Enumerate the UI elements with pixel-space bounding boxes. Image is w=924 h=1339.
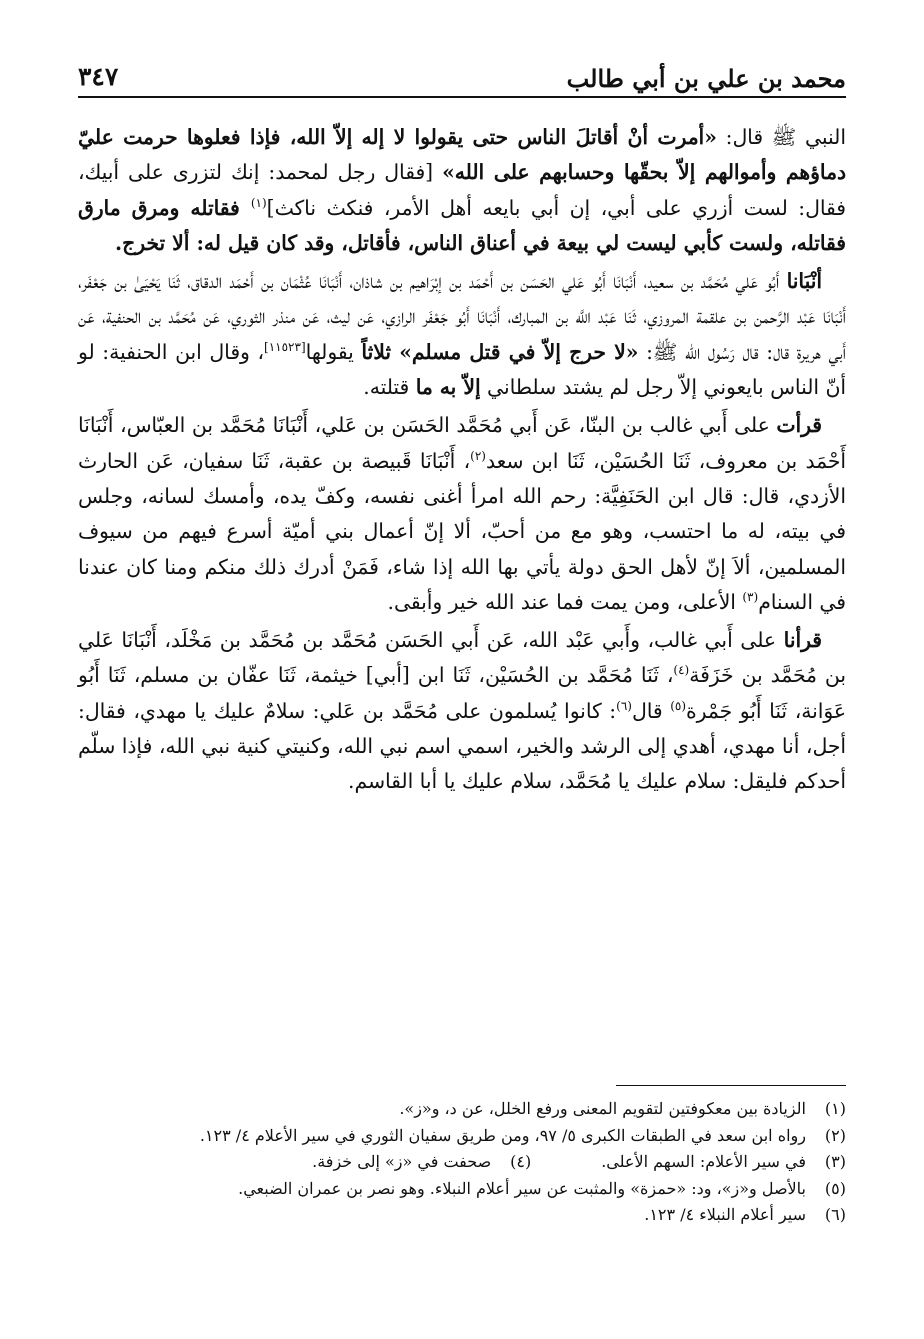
footnote-text: الزيادة بين معكوفتين لتقويم المعنى ورفع الخلل، عن د، و«ز». <box>399 1099 806 1118</box>
text-run: [فقال رجل لمحمد: إنك لتزرى على أبيك، فقال: لست أزري على أبي، إن أبي بايعه أهل الأمر، فنكث ناكث] <box>78 160 846 220</box>
text-run: ، أَنْبَانَا قَبيصة بن عقبة، ثَنَا سفيان، عَن الحارث الأزدي، قال: قال ابن الحَنَفِيَّة: رحم الله امرأ أغنى نفسه، وكفّ يده، وأمسك لسانه، وجلس في بيته، له ما احتسب، وهو مع من أحبّ، ألا إنّ أعمال بني أميّة أسرع فيهم من سيوف المسلمين، ألاَ إنّ لأهل الحق دولة يأتي بها الله إذا شاء، فَمَنْ أدرك ذلك منكم ومنا كان عندنا في السنام <box>78 448 846 614</box>
footnote-marker[interactable]: (٣) <box>742 590 759 605</box>
running-title: محمد بن علي بن أبي طالب <box>566 64 846 93</box>
footnote-text: رواه ابن سعد في الطبقات الكبرى ٥/ ٩٧، ومن طريق سفيان الثوري في سير الأعلام ٤/ ١٢٣. <box>199 1125 806 1145</box>
text-run: : كانوا يُسلمون على مُحَمَّد بن عَلي: سلامٌ عليك يا مهدي، فقال: أجل، أنا مهدي، أهدي إلى الرشد والخير، اسمي اسم نبي الله، وكنيتي كنية نبي الله، فإذا سلّم أحدكم فليقل: سلام عليك يا مُحَمَّد، سلام عليك يا أبا القاسم. <box>78 698 846 794</box>
footnote-6 <box>78 1202 846 1229</box>
footnote-marker[interactable]: (٦) <box>616 698 632 713</box>
transmission-keyword: أنْبَانا <box>786 269 822 294</box>
text-run: أَبُو عَلي مُحَمَّد بن سعيد، أَنْبَانَا أَبُو عَلي الحَسَن بن أَحْمَد بن إبْرَاهيم بن شاذان، أَنْبَانَا عُثْمَان بن أَحْمَد الدقاق، ثَنَا يَحْيَىٰ بن جَعْفَر، أَنْبَانَا عَبْد الرَّحمن بن علقمة المروزي، ثَنَا عَبْد اللَّه بن المبارك، أَنْبَانَا أَبُو جَعْفَر الرازي، عَن ليث، عَن منذر الثوري، عَن مُحَمَّد بن الحنفية، عَن أَبي هريرة قال: قال رَسُول الله ﷺ: <box>78 269 846 364</box>
hadith-reference-number: [١١٥٢٣] <box>264 340 306 355</box>
footnote-separator <box>616 1085 846 1086</box>
paragraph-1 <box>78 120 846 261</box>
footnote-number: (٦) <box>824 1205 846 1224</box>
footnotes <box>78 1096 846 1229</box>
footnote-3-4 <box>78 1149 846 1176</box>
transmission-keyword: قرأنا <box>783 628 822 653</box>
footnote-marker[interactable]: (٢) <box>470 448 486 463</box>
footnote-text: صحفت في «ز» إلى خزفة. <box>312 1152 492 1171</box>
page-header <box>78 50 846 98</box>
footnote-number: (١) <box>824 1099 846 1118</box>
text-run: إلاّ به ما <box>415 375 481 400</box>
paragraph-3 <box>78 408 846 620</box>
hadith-quote: «أمرت أنْ أقاتلَ الناس حتى يقولوا لا إله إلاّ الله، فإذا فعلوها حرمت عليّ دماؤهم وأموالهم إلاّ بحقّها وحسابهم على الله» <box>78 125 846 185</box>
footnote-number: (٥) <box>824 1178 846 1198</box>
text-run: ، ثَنَا مُحَمَّد بن الحُسَيْن، ثَنَا ابن [أبي] خيثمة، ثَنَا عفّان بن مسلم، ثَنَا أَبُو عَوَانة، ثَنَا أَبُو جَمْرة <box>78 663 846 723</box>
paragraph-2 <box>78 264 846 405</box>
footnote-marker[interactable]: (٤) <box>673 663 690 678</box>
footnote-marker[interactable]: (١) <box>250 195 267 210</box>
footnote-marker[interactable]: (٥) <box>670 698 687 713</box>
transmission-keyword: قرأت <box>776 413 822 438</box>
footnote-number: (٢) <box>824 1125 846 1145</box>
text-run: فقاتله ومرق مارق فقاتله، ولست كأبي ليست لي بيعة في أعناق الناس، فأقاتل، وقد كان قيل له: ألا تخرج. <box>78 195 846 255</box>
text-run: على أَبي غالب بن البنّا، عَن أَبي مُحَمَّد الحَسَن بن عَلي، أَنْبَانَا مُحَمَّد بن العبّاس، أَنْبَانَا أَحْمَد بن معروف، ثَنَا الحُسَيْن، ثَنَا ابن سعد <box>78 413 846 473</box>
text-run: يقولها <box>305 339 362 364</box>
footnote-number: (٤) <box>510 1152 532 1171</box>
text-run: قتلته. <box>363 375 416 400</box>
text-run: ، وقال ابن الحنفية: لو أنّ الناس بايعوني إلاّ رجل لم يشتد سلطاني <box>78 339 846 400</box>
footnote-2 <box>78 1123 846 1150</box>
hadith-quote: «لا حرج إلاّ في قتل مسلم» ثلاثاً <box>361 339 639 364</box>
text-run: قال <box>631 698 671 723</box>
footnote-text: بالأصل و«ز»، ود: «حمزة» والمثبت عن سير أعلام النبلاء. وهو نصر بن عمران الضبعي. <box>238 1178 806 1198</box>
footnote-text: في سير الأعلام: السهم الأعلى. <box>601 1152 806 1171</box>
footnote-1 <box>78 1096 846 1123</box>
paragraph-4 <box>78 623 846 799</box>
text-run: النبي ﷺ قال: <box>716 125 846 149</box>
text-run: الأعلى، ومن يمت فما عند الله خير وأبقى. <box>387 589 743 614</box>
footnote-text: سير أعلام النبلاء ٤/ ١٢٣. <box>644 1205 806 1224</box>
footnote-number: (٣) <box>824 1152 846 1171</box>
footnote-5 <box>78 1176 846 1203</box>
page-number: ٣٤٧ <box>78 62 119 91</box>
text-run: على أَبي غالب، وأَبي عَبْد الله، عَن أَبي الحَسَن مُحَمَّد بن مُحَمَّد بن مَخْلَد، أَنْبَانَا عَلي بن مُحَمَّد بن خَزَفَة <box>78 628 846 688</box>
main-text <box>78 120 846 800</box>
